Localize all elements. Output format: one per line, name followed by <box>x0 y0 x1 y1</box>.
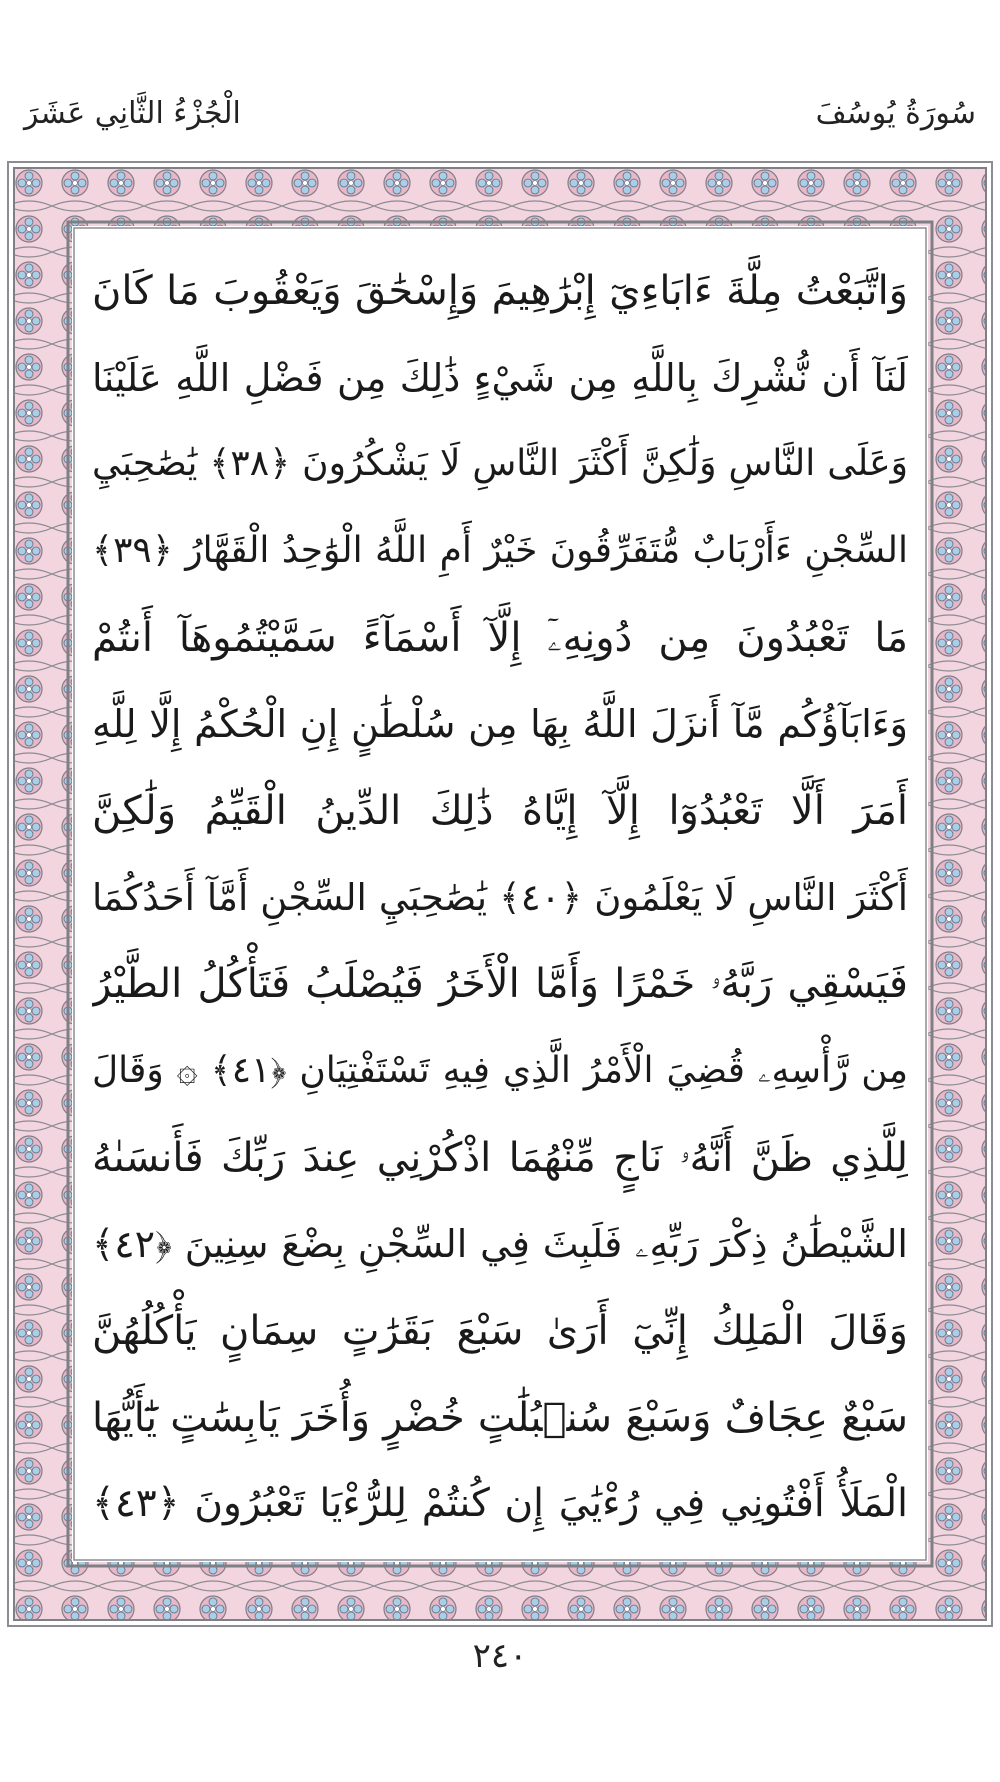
verse-line: أَمَرَ أَلَّا تَعْبُدُوٓا إِلَّآ إِيَّاهُ ذَٰلِكَ الدِّينُ الْقَيِّمُ وَلَٰكِنَّ <box>92 787 908 834</box>
verse-line: وَعَلَى النَّاسِ وَلَٰكِنَّ أَكْثَرَ النَّاسِ لَا يَشْكُرُونَ ﴿٣٨﴾ يَٰصَٰحِبَيِ <box>92 443 908 485</box>
verse-line: وَءَابَآؤُكُم مَّآ أَنزَلَ اللَّهُ بِهَا مِن سُلْطَٰنٍ إِنِ الْحُكْمُ إِلَّا لِلَّهِ <box>92 702 908 747</box>
verse-line: السِّجْنِ ءَأَرْبَابٌ مُّتَفَرِّقُونَ خَيْرٌ أَمِ اللَّهُ الْوَٰحِدُ الْقَهَّارُ ﴿٣٩﴾ <box>92 529 908 571</box>
verse-line: وَقَالَ الْمَلِكُ إِنِّيٓ أَرَىٰ سَبْعَ بَقَرَٰتٍ سِمَانٍ يَأْكُلُهُنَّ <box>92 1307 908 1354</box>
verse-line: مِن رَّأْسِهِۦ قُضِيَ الْأَمْرُ الَّذِي فِيهِ تَسْتَفْتِيَانِ ﴿٤١﴾ ۞ وَقَالَ <box>92 1049 908 1091</box>
verse-line: الْمَلَأُ أَفْتُونِي فِي رُءْيَٰيَ إِن كُنتُمْ لِلرُّءْيَا تَعْبُرُونَ ﴿٤٣﴾ <box>92 1481 908 1527</box>
verse-line: لِلَّذِي ظَنَّ أَنَّهُۥ نَاجٍ مِّنْهُمَا اذْكُرْنِي عِندَ رَبِّكَ فَأَنسَىٰهُ <box>92 1134 908 1181</box>
page-number: ٢٤٠ <box>472 1636 528 1676</box>
verse-line: الشَّيْطَٰنُ ذِكْرَ رَبِّهِۦ فَلَبِثَ فِي السِّجْنِ بِضْعَ سِنِينَ ﴿٤٢﴾ <box>92 1222 908 1267</box>
verse-line: لَنَآ أَن نُّشْرِكَ بِاللَّهِ مِن شَيْءٍ ذَٰلِكَ مِن فَضْلِ اللَّهِ عَلَيْنَا <box>92 355 908 400</box>
page-header <box>24 96 976 146</box>
verse-line: مَا تَعْبُدُونَ مِن دُونِهِۦٓ إِلَّآ أَسْمَآءً سَمَّيْتُمُوهَآ أَنتُمْ <box>92 614 908 661</box>
surah-name: سُورَةُ يُوسُفَ <box>815 96 976 131</box>
juz-name: الْجُزْءُ الثَّانِي عَشَرَ <box>24 96 241 131</box>
verse-line: وَاتَّبَعْتُ مِلَّةَ ءَابَاءِيٓ إِبْرَٰهِيمَ وَإِسْحَٰقَ وَيَعْقُوبَ مَا كَانَ <box>92 268 908 314</box>
verses-text-block <box>92 248 908 1548</box>
verse-line: أَكْثَرَ النَّاسِ لَا يَعْلَمُونَ ﴿٤٠﴾ يَٰصَٰحِبَيِ السِّجْنِ أَمَّآ أَحَدُكُمَا <box>92 875 908 919</box>
verse-line: سَبْعٌ عِجَافٌ وَسَبْعَ سُنۢبُلَٰتٍ خُضْرٍ وَأُخَرَ يَابِسَٰتٍ يَٰٓأَيُّهَا <box>92 1394 908 1441</box>
verse-line: فَيَسْقِي رَبَّهُۥ خَمْرًا وَأَمَّا الْأَخَرُ فَيُصْلَبُ فَتَأْكُلُ الطَّيْرُ <box>92 961 908 1008</box>
